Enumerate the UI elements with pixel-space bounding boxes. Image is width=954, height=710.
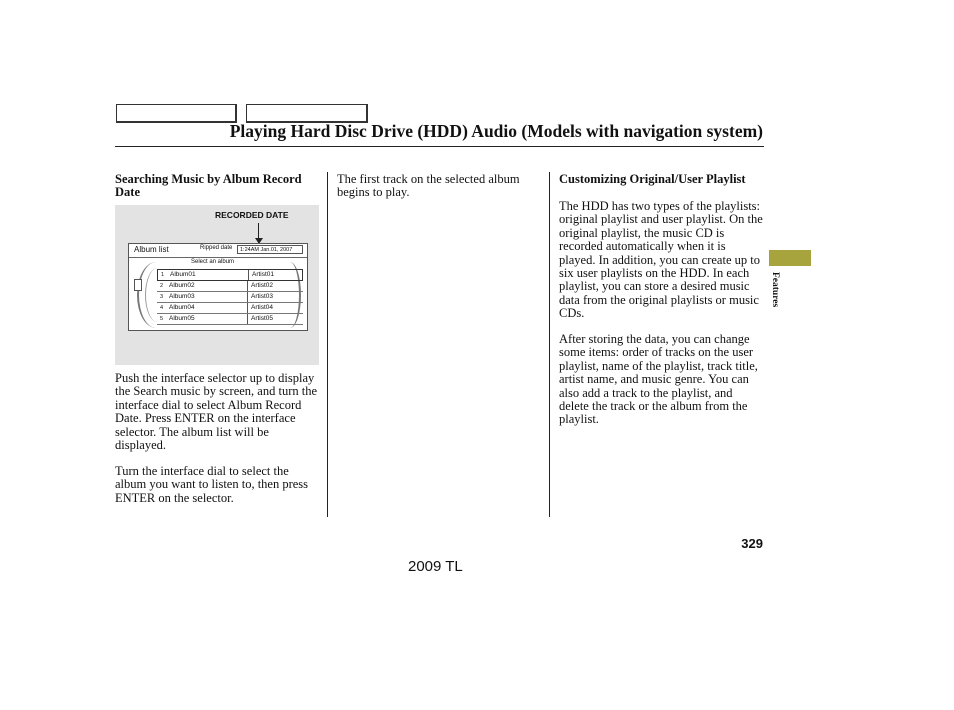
page-title: Playing Hard Disc Drive (HDD) Audio (Models with navigation system)	[229, 121, 763, 141]
scroll-knob	[134, 279, 142, 291]
row-album: Album02	[169, 282, 195, 289]
row-artist: Artist05	[247, 314, 273, 324]
row-album: Album03	[169, 293, 195, 300]
row-number: 1	[161, 272, 165, 278]
section-tab-label	[766, 272, 786, 318]
list-item	[157, 292, 303, 303]
instruction-paragraph-2: Turn the interface dial to select the album you want to listen to, then press ENTER on the selector.	[115, 464, 309, 505]
row-album: Album01	[170, 271, 196, 278]
section-tab	[769, 250, 811, 266]
row-number: 4	[160, 305, 164, 311]
playlist-paragraph-1: The HDD has two types of the playlists: original playlist and user playlist. On the original playlist, the music CD is recorded automatically when it is played. In addition, you can create up to six user playlists on the HDD. In each playlist, you can store a desired music data from the original playlists or music CDs.	[559, 199, 763, 321]
section-heading-playlist: Customizing Original/User Playlist	[559, 172, 746, 186]
page-number: 329	[741, 536, 763, 551]
section-tab-text: Features	[770, 272, 780, 308]
figure-callout: RECORDED DATE	[215, 210, 289, 220]
album-list	[157, 269, 303, 325]
screen-prompt: Select an album	[191, 259, 235, 265]
row-artist: Artist01	[248, 270, 274, 280]
list-item	[157, 281, 303, 292]
footer-model: 2009 TL	[408, 558, 463, 575]
row-number: 5	[160, 316, 164, 322]
screen-figure	[115, 205, 319, 365]
column-divider-2	[549, 172, 550, 517]
ripped-date-label: Ripped date	[200, 245, 233, 251]
playlist-paragraph-2: After storing the data, you can change some items: order of tracks on the user playlist, name of the playlist, track title, artist name, and music genre. You can also add a track to the playlist, and delete the track or the album from the playlist.	[559, 332, 758, 427]
column-divider-1	[327, 172, 328, 517]
row-number: 2	[160, 283, 164, 289]
section-heading-album-date: Searching Music by Album Record Date	[115, 172, 302, 199]
instruction-paragraph-1: Push the interface selector up to display the Search music by screen, and turn the interface dial to select Album Record Date. Press ENTER on the interface selector. The album list will be displayed.	[115, 371, 318, 453]
row-artist: Artist03	[247, 292, 273, 302]
list-item	[157, 314, 303, 325]
row-album: Album04	[169, 304, 195, 311]
row-album: Album05	[169, 315, 195, 322]
ripped-date-value: 1:24AM Jan.01, 2007	[237, 245, 303, 254]
album-list-screen	[128, 243, 308, 331]
list-item	[157, 269, 303, 281]
play-paragraph: The first track on the selected album begins to play.	[337, 172, 520, 200]
row-artist: Artist04	[247, 303, 273, 313]
screen-header	[129, 244, 307, 258]
row-artist: Artist02	[247, 281, 273, 291]
title-rule	[115, 146, 764, 147]
row-number: 3	[160, 294, 164, 300]
list-item	[157, 303, 303, 314]
screen-title: Album list	[134, 245, 169, 254]
